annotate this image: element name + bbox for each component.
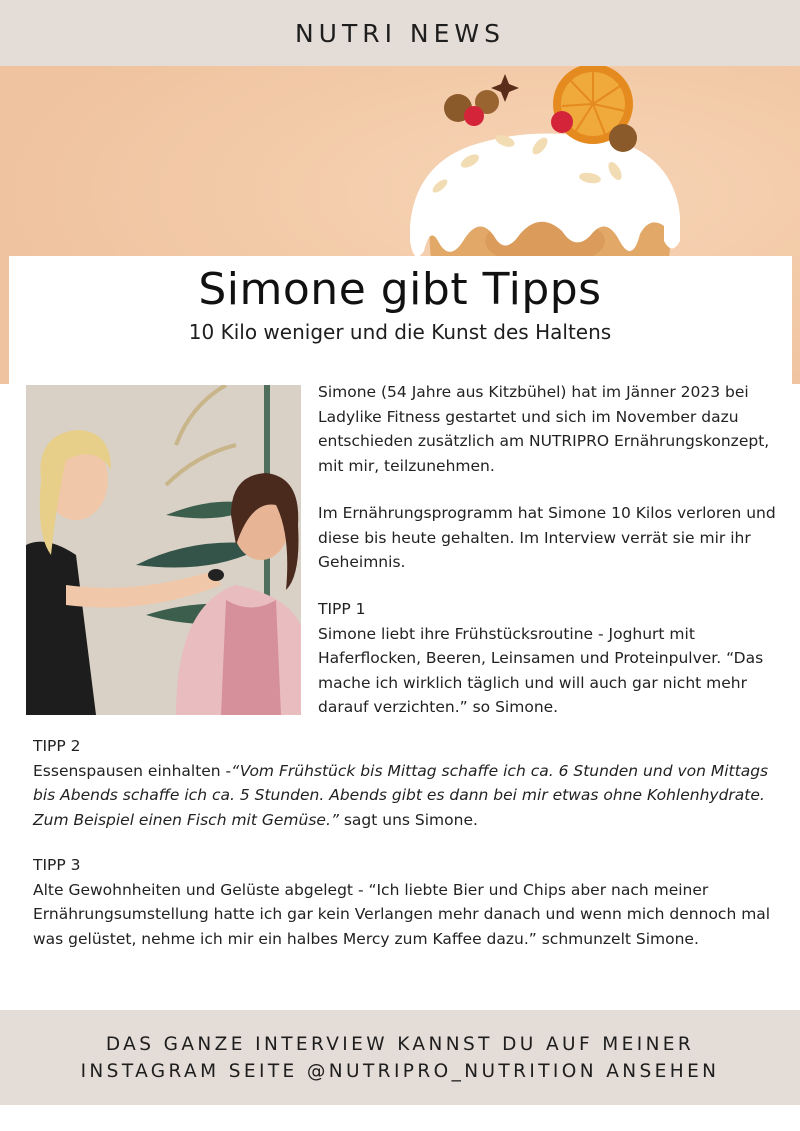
tip-1-text: Simone liebt ihre Frühstücksroutine - Joghurt mit Haferflocken, Beeren, Leinsamen und Proteinpulver. “Das mache ich wirklich täglich und will auch gar nicht mehr darauf verzichten.” so Simone. [318,624,764,716]
footer-banner [0,1010,800,1105]
interview-photo [26,385,301,715]
tip-2-body [33,759,783,833]
tip-2 [33,734,783,832]
article-title: Simone gibt Tipps [198,264,602,315]
footer-line-1: DAS GANZE INTERVIEW KANNST DU AUF MEINER [105,1033,695,1055]
tip-1-label: TIPP 1 [318,600,366,618]
tip-3-text: Alte Gewohnheiten und Gelüste abgelegt - “Ich liebte Bier und Chips aber nach meiner Ernährungsumstellung hatte ich gar kein Verlangen mehr danach und wenn mich dennoch mal was gelüstet, nehme ich mir ein halbes Mercy zum Kaffee dazu.” schmunzelt Simone. [33,880,771,948]
tip-3 [33,853,783,951]
article-result: Im Ernährungsprogramm hat Simone 10 Kilos verloren und diese bis heute gehalten. Im Interview verrät sie mir ihr Geheimnis. [318,504,776,571]
newsletter-title: NUTRI NEWS [294,18,506,48]
tip-2-tail: sagt uns Simone. [338,810,478,829]
interview-illustration [26,385,301,715]
newsletter-header [0,0,800,66]
tip-3-label: TIPP 3 [33,856,81,874]
tip-1 [318,597,788,720]
tip-2-label: TIPP 2 [33,737,81,755]
article-subtitle: 10 Kilo weniger und die Kunst des Haltens [188,320,612,344]
article-intro: Simone (54 Jahre aus Kitzbühel) hat im Jänner 2023 bei Ladylike Fitness gestartet und sich im November dazu entschieden zusätzlich am NUTRIPRO Ernährungskonzept, mit mir, teilzunehmen. [318,383,770,475]
tip-2-lead: Essenspausen einhalten - [33,761,232,780]
tip-2-quote: “Vom Frühstück bis Mittag schaffe ich ca. 6 Stunden und von Mittags bis Abends schaffe ich ca. 5 Stunden. Abends gibt es dann bei mir etwas ohne Kohlenhydrate. Zum Beispiel einen Fisch mit Gemüse.” [33,761,769,829]
footer-line-2: INSTAGRAM SEITE @NUTRIPRO_NUTRITION ANSEHEN [80,1060,720,1082]
